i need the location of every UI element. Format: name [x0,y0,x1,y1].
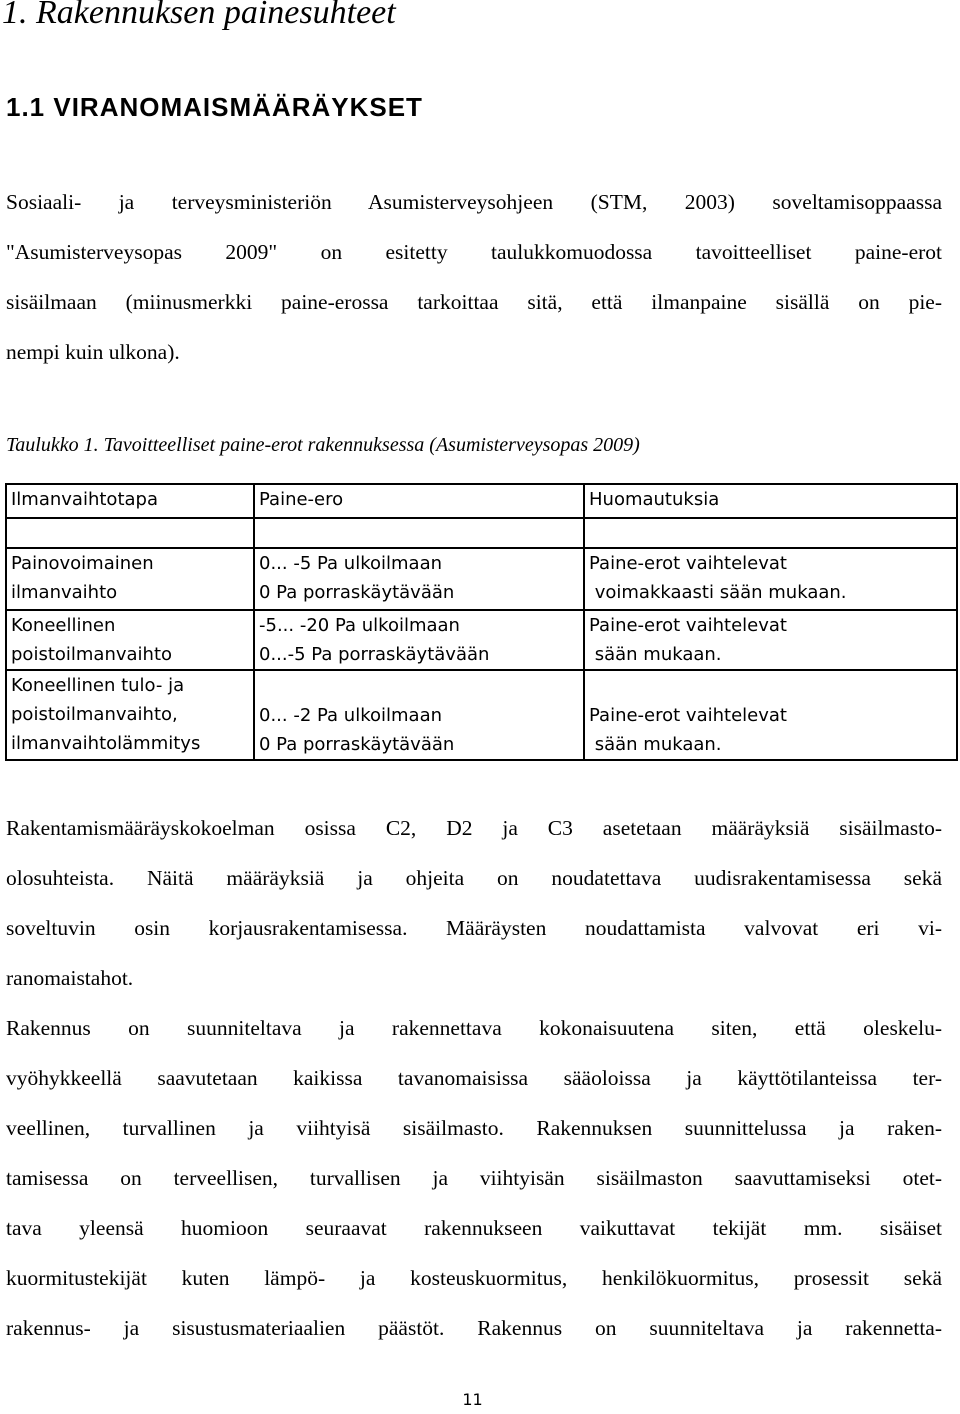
table-cell: Koneellinen poistoilmanvaihto [6,610,254,670]
table-cell: -5... -20 Pa ulkoilmaan 0...-5 Pa porraskäytävään [254,610,584,670]
table-row [6,610,957,670]
table-cell: Painovoimainen ilmanvaihto [6,548,254,610]
table-cell: Paine-erot vaihtelevat voimakkaasti sään mukaan. [584,548,957,610]
intro-line: sisäilmaan (miinusmerkki paine-erossa tarkoittaa sitä, että ilmanpaine sisällä on pie- [6,290,942,314]
table-cell: 0... -2 Pa ulkoilmaan 0 Pa porraskäytävään [254,670,584,760]
paragraph-line: olosuhteista. Näitä määräyksiä ja ohjeita on noudatettava uudisrakentamisessa sekä [6,866,942,890]
table-row [6,548,957,610]
table-row [6,670,957,760]
table-cell: Paine-erot vaihtelevat sään mukaan. [584,670,957,760]
paragraph-line: vyöhykkeellä saavutetaan kaikissa tavanomaisissa sääoloissa ja käyttötilanteissa ter- [6,1066,942,1090]
table-cell: Paine-erot vaihtelevat sään mukaan. [584,610,957,670]
table-header-cell: Paine-ero [254,484,584,518]
regulations-paragraph [6,803,942,1003]
subsection-heading: 1.1 VIRANOMAISMÄÄRÄYKSET [6,92,423,122]
table-cell: Koneellinen tulo- ja poistoilmanvaihto, ilmanvaihtolämmitys [6,670,254,760]
paragraph-line: Rakennus on suunniteltava ja rakennettava kokonaisuutena siten, että oleskelu- [6,1016,942,1040]
paragraph-line: kuormitustekijät kuten lämpö- ja kosteuskuormitus, henkilökuormitus, prosessit sekä [6,1266,942,1290]
intro-line: nempi kuin ulkona). [6,340,180,364]
paragraph-line: ranomaistahot. [6,966,134,990]
table-cell: 0... -5 Pa ulkoilmaan 0 Pa porraskäytävään [254,548,584,610]
section-heading: 1. Rakennuksen painesuhteet [2,0,396,31]
paragraph-line: veellinen, turvallinen ja viihtyisä sisäilmasto. Rakennuksen suunnittelussa ja raken- [6,1116,942,1140]
paragraph-line: tava yleensä huomioon seuraavat rakennukseen vaikuttavat tekijät mm. sisäiset [6,1216,942,1240]
page-number: 11 [462,1390,483,1409]
table-header-row [6,484,957,518]
paragraph-line: soveltuvin osin korjausrakentamisessa. Määräysten noudattamista valvovat eri vi- [6,916,942,940]
intro-line: "Asumisterveysopas 2009" on esitetty taulukkomuodossa tavoitteelliset paine-erot [6,240,942,264]
table-header-cell: Ilmanvaihtotapa [6,484,254,518]
paragraph-line: Rakentamismääräyskokoelman osissa C2, D2 ja C3 asetetaan määräyksiä sisäilmasto- [6,816,942,840]
intro-paragraph [6,177,942,377]
table-spacer-row [6,518,957,548]
design-paragraph [6,1003,942,1353]
paragraph-line: rakennus- ja sisustusmateriaalien päästöt. Rakennus on suunniteltava ja rakennetta- [6,1316,942,1340]
intro-line: Sosiaali- ja terveysministeriön Asumisterveysohjeen (STM, 2003) soveltamisoppaassa [6,190,942,214]
pressure-table [5,483,958,761]
paragraph-line: tamisessa on terveellisen, turvallisen ja viihtyisän sisäilmaston saavuttamiseksi otet- [6,1166,942,1190]
table-caption: Taulukko 1. Tavoitteelliset paine-erot rakennuksessa (Asumisterveysopas 2009) [6,434,640,456]
table-header-cell: Huomautuksia [584,484,957,518]
